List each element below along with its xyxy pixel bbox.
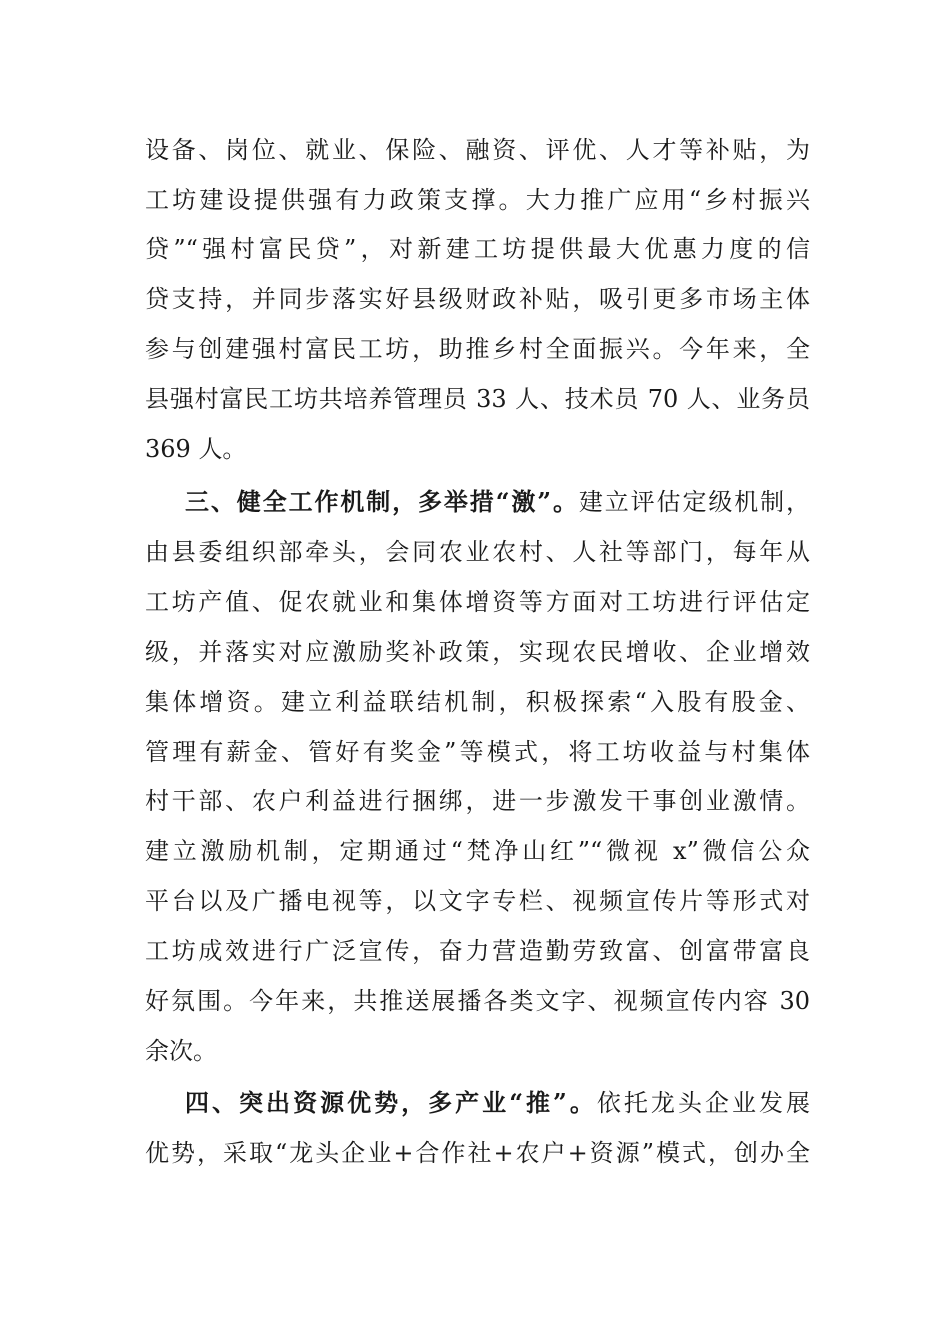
- paragraph-line: 贷支持，并同步落实好县级财政补贴，吸引更多市场主体: [145, 285, 810, 313]
- paragraph-line: 余次。: [145, 1037, 217, 1065]
- paragraph-line: 集体增资。建立利益联结机制，积极探索“入股有股金、: [145, 688, 810, 716]
- paragraph-line: 设备、岗位、就业、保险、融资、评优、人才等补贴，为: [145, 136, 810, 164]
- section-text: 建立评估定级机制，: [578, 488, 811, 516]
- paragraph-line: 村干部、农户利益进行捆绑，进一步激发干事创业激情。: [145, 787, 810, 815]
- section-heading: 三、健全工作机制，多举措“激”。: [185, 487, 579, 516]
- paragraph-line: 工坊建设提供强有力政策支撑。大力推广应用“乡村振兴: [145, 186, 810, 214]
- paragraph-line: 级，并落实对应激励奖补政策，实现农民增收、企业增效: [145, 638, 810, 666]
- paragraph-line: 平台以及广播电视等，以文字专栏、视频宣传片等形式对: [145, 887, 810, 915]
- paragraph-line: 管理有薪金、管好有奖金”等模式，将工坊收益与村集体: [145, 738, 810, 766]
- paragraph-line: 工坊成效进行广泛宣传，奋力营造勤劳致富、创富带富良: [145, 937, 810, 965]
- paragraph-line: 建立激励机制，定期通过“梵净山红”“微视 x”微信公众: [145, 837, 810, 865]
- paragraph-line: 贷”“强村富民贷”，对新建工坊提供最大优惠力度的信: [145, 235, 810, 263]
- paragraph-line: 369 人。: [145, 435, 247, 463]
- paragraph-line: 工坊产值、促农就业和集体增资等方面对工坊进行评估定: [145, 588, 810, 616]
- section-text: 依托龙头企业发展: [596, 1089, 811, 1117]
- paragraph-line: 好氛围。今年来，共推送展播各类文字、视频宣传内容 30: [145, 987, 810, 1015]
- paragraph-line: 由县委组织部牵头，会同农业农村、人社等部门，每年从: [145, 538, 810, 566]
- section-heading: 四、突出资源优势，多产业“推”。: [185, 1088, 597, 1117]
- paragraph-line: 参与创建强村富民工坊，助推乡村全面振兴。今年来，全: [145, 335, 810, 363]
- section-heading-line: [185, 486, 810, 518]
- paragraph-line: 县强村富民工坊共培养管理员 33 人、技术员 70 人、业务员: [145, 385, 810, 413]
- section-heading-line: [185, 1087, 810, 1119]
- paragraph-line: 优势，采取“龙头企业+合作社+农户+资源”模式，创办全: [145, 1139, 810, 1167]
